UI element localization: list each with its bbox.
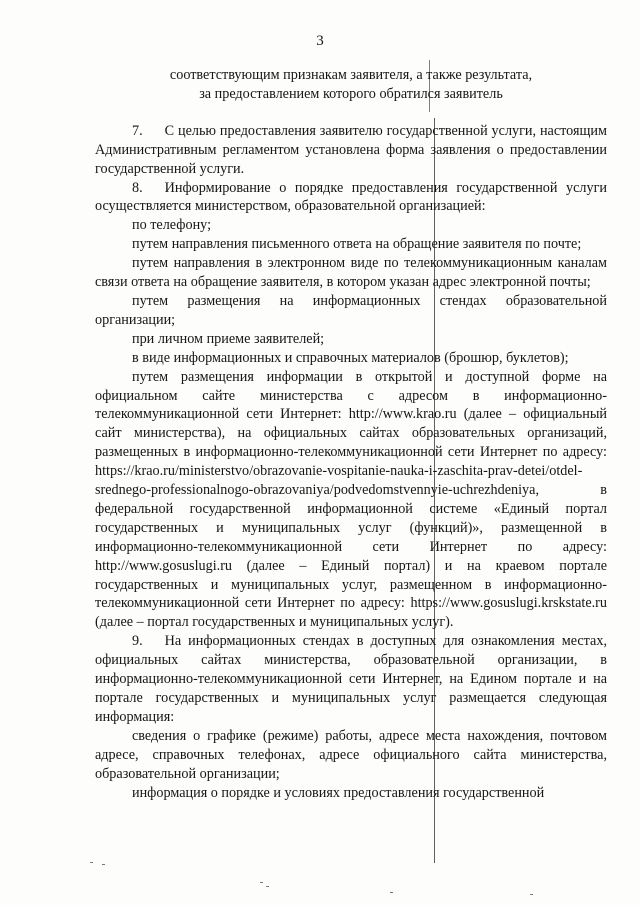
paragraph-7-text: С целью предоставления заявителю государственной услуги, настоящим Административным регламентом установлена форма заявления о предоставлении государственной услуги. xyxy=(95,122,607,177)
paragraph-8-number: 8. xyxy=(132,179,143,196)
scan-speck xyxy=(260,882,263,883)
paragraph-7 xyxy=(95,122,607,179)
scan-speck xyxy=(530,894,533,895)
list-item: при личном приеме заявителей; xyxy=(132,330,325,347)
paragraph-8-text: Информирование о порядке предоставления государственной услуги осуществляется министерством, образовательной организацией: xyxy=(95,179,607,215)
list-item: в виде информационных и справочных материалов (брошюр, буклетов); xyxy=(132,349,569,366)
list-item: по телефону; xyxy=(132,217,212,234)
scan-speck xyxy=(90,862,93,863)
page-number: 3 xyxy=(316,33,324,49)
paragraph-9-text: На информационных стендах в доступных для ознакомления местах, официальных сайтах министерства, образовательной организации, в информационно-телекоммуникационной сети Интернет, на Едином портале и на портале государственных и муниципальных услуг размещается следующая информация: xyxy=(95,633,607,725)
section-continuation-line-1: соответствующим признакам заявителя, а также результата, xyxy=(169,67,533,83)
list-item: информация о порядке и условиях предоставления государственной xyxy=(132,784,545,801)
scan-speck xyxy=(266,886,269,887)
paragraph-9 xyxy=(95,632,607,727)
paragraph-9-number: 9. xyxy=(132,633,143,650)
section-continuation-line-2: за предоставлением которого обратился заявитель xyxy=(199,85,503,102)
paragraph-8 xyxy=(95,179,607,217)
list-item: путем размещения информации в открытой и доступной форме на официальном сайте министерства с адресом в информационно-телекоммуникационной сети Интернет: http://www.krao.ru (далее – официальный сайт министерства), на официальных сайтах образовательных организаций, размещенных в информационно-телекоммуникационной сети Интернет по адресу: https://krao.ru/ministerstvo/obrazovanie-vospitanie-nauka-i-zaschita-prav-detei/otdel-srednego-professionalnogo-obrazovaniya/podvedomstvennyie-uchrezhdeniya, в федеральной государственной информационной системе «Единый портал государственных и муниципальных услуг (функций)», размещенной в информационно-телекоммуникационной сети Интернет по адресу: http://www.gosuslugi.ru (далее – Единый портал) и на краевом портале государственных и муниципальных услуг, размещенном в информационно-телекоммуникационной сети Интернет по адресу: https://www.gosuslugi.krskstate.ru (далее – портал государственных и муниципальных услуг). xyxy=(95,368,607,631)
document-body xyxy=(95,66,607,802)
list-item: путем размещения на информационных стендах образовательной организации; xyxy=(95,292,607,328)
scan-noise xyxy=(60,870,620,900)
list-item: путем направления в электронном виде по телекоммуникационным каналам связи ответа на обращение заявителя, в котором указан адрес электронной почты; xyxy=(95,255,607,291)
scan-speck xyxy=(102,864,105,865)
scan-speck xyxy=(390,892,393,893)
list-item: путем направления письменного ответа на обращение заявителя по почте; xyxy=(132,236,582,253)
paragraph-7-number: 7. xyxy=(132,122,143,139)
list-item: сведения о графике (режиме) работы, адресе места нахождения, почтовом адресе, справочных телефонах, адресе официального сайта министерства, образовательной организации; xyxy=(95,727,607,782)
